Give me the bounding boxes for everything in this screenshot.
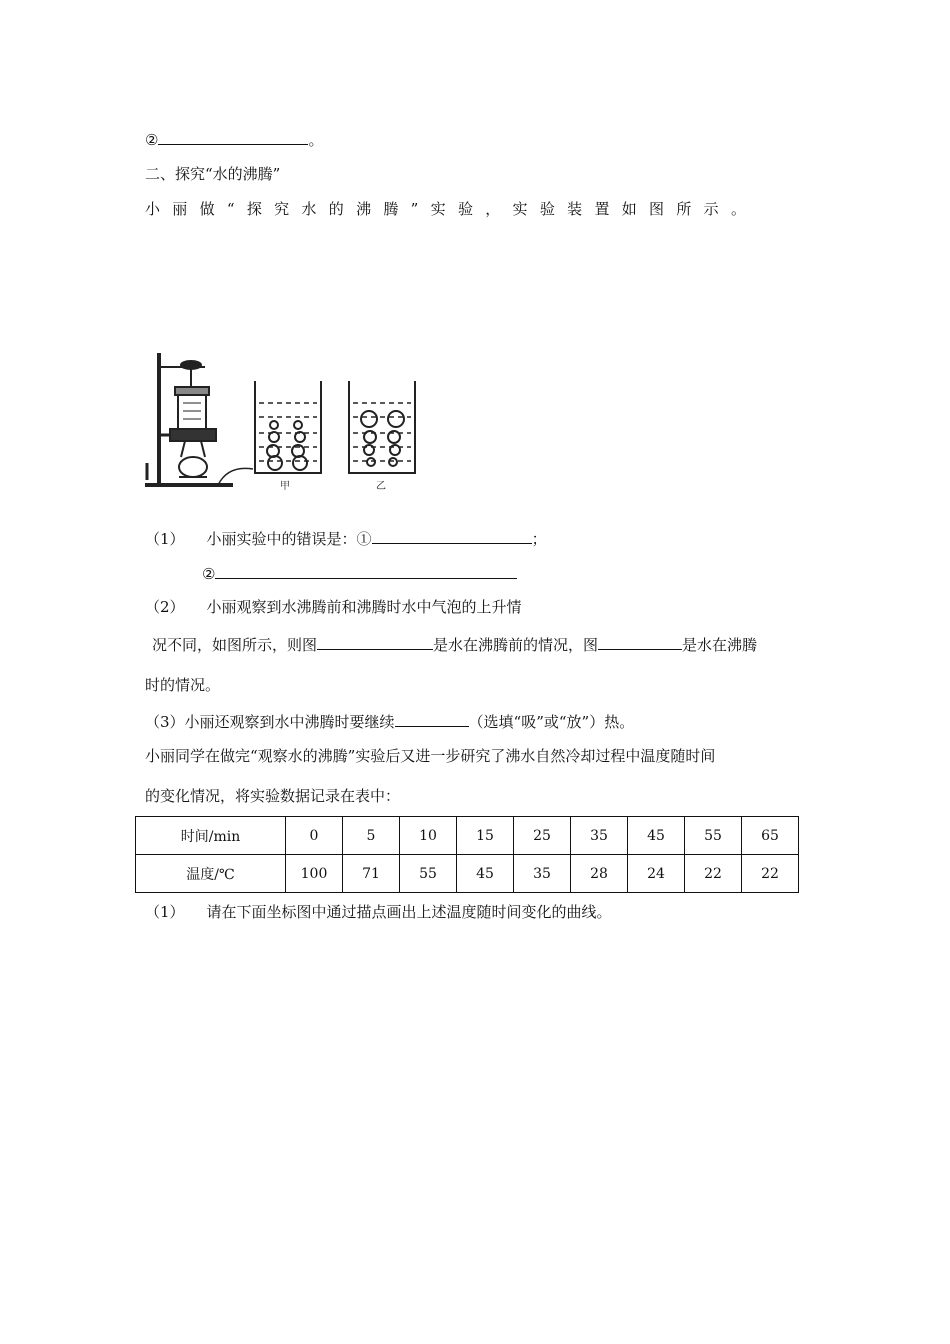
label-jia: 甲 xyxy=(280,481,290,492)
during-boiling-blank[interactable] xyxy=(598,633,682,650)
experiment-figure xyxy=(143,345,473,495)
table-cell: 10 xyxy=(400,817,457,855)
answer-blank[interactable] xyxy=(158,128,308,145)
circle-two-marker: ② xyxy=(145,131,159,149)
table-row-time xyxy=(136,817,799,855)
question-3: （3）小丽还观察到水中沸腾时要继续 （选填“吸”或“放”）热。 xyxy=(145,710,634,732)
table-cell: 55 xyxy=(400,855,457,893)
table-cell: 22 xyxy=(685,855,742,893)
table-cell: 35 xyxy=(571,817,628,855)
paragraph-line-1: 小丽同学在做完“观察水的沸腾”实验后又进一步研究了沸水自然冷却过程中温度随时间 xyxy=(145,747,716,765)
table-cell: 100 xyxy=(286,855,343,893)
before-boiling-blank[interactable] xyxy=(317,633,433,650)
error-1-blank[interactable] xyxy=(372,527,532,544)
label-yi: 乙 xyxy=(376,481,386,492)
data-table xyxy=(135,816,799,893)
table-cell-label: 时间/min xyxy=(136,817,286,855)
table-cell: 45 xyxy=(457,855,514,893)
paragraph-line-2: 的变化情况，将实验数据记录在表中： xyxy=(145,787,401,805)
table-cell: 28 xyxy=(571,855,628,893)
question-1-errors: （1） 小丽实验中的错误是：① ； xyxy=(145,527,547,549)
table-cell: 55 xyxy=(685,817,742,855)
heat-blank[interactable] xyxy=(395,710,469,727)
question-2-line-3: 时的情况。 xyxy=(145,676,221,694)
table-row-temperature xyxy=(136,855,799,893)
q1-answer-line-2: ② 。 xyxy=(145,128,323,150)
table-cell: 5 xyxy=(343,817,400,855)
table-cell: 35 xyxy=(514,855,571,893)
table-cell: 0 xyxy=(286,817,343,855)
question-1-error-2: ② xyxy=(202,562,517,584)
table-cell: 45 xyxy=(628,817,685,855)
question-2-line-1: （2） 小丽观察到水沸腾前和沸腾时水中气泡的上升情 xyxy=(145,598,522,616)
table-cell: 24 xyxy=(628,855,685,893)
table-cell: 71 xyxy=(343,855,400,893)
question-plot-instruction: （1） 请在下面坐标图中通过描点画出上述温度随时间变化的曲线。 xyxy=(145,903,612,921)
intro-text: 小丽做“探究水的沸腾”实验，实验装置如图所示。 xyxy=(145,200,759,218)
table-cell: 65 xyxy=(742,817,799,855)
section-title: 二、探究“水的沸腾” xyxy=(145,165,281,183)
error-2-blank[interactable] xyxy=(215,562,517,579)
table-cell-label: 温度/℃ xyxy=(136,855,286,893)
question-2-line-2: 况不同，如图所示，则图 是水在沸腾前的情况，图 是水在沸腾 xyxy=(152,633,757,655)
table-cell: 25 xyxy=(514,817,571,855)
table-cell: 22 xyxy=(742,855,799,893)
table-cell: 15 xyxy=(457,817,514,855)
